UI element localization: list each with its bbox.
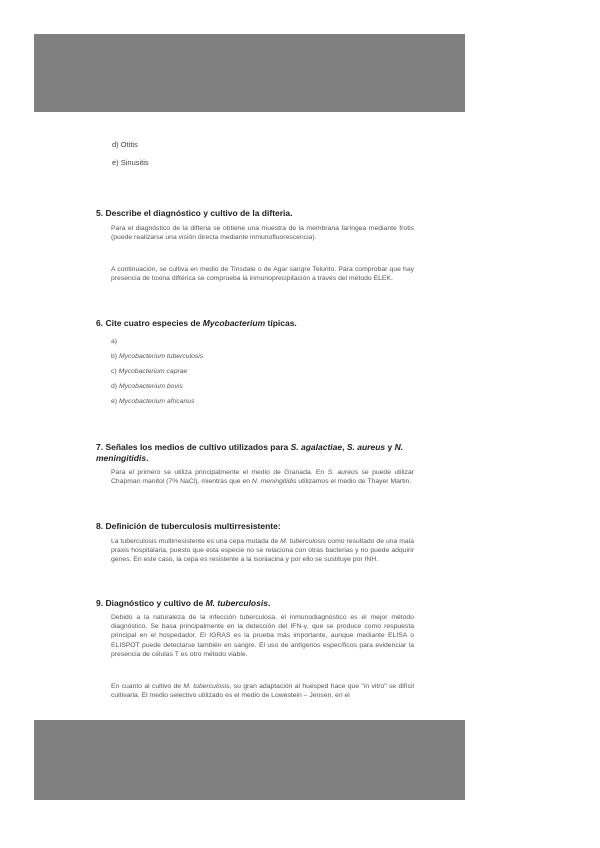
list-item: b) Mycobacterium tuberculosis [111,353,204,360]
viewer-bottom-bar [34,720,465,800]
question-8-heading: 8. Definición de tuberculosis multirresistente: [96,521,281,531]
question-5-paragraph-2: A continuación, se cultiva en medio de Tinsdale o de Agar sangre Telurito. Para comprobar que hay presencia de toxina diftérica se comprueba la inmunoprecipitación a través del método ELEK. [111,266,414,283]
question-5-heading: 5. Describe el diagnóstico y cultivo de la difteria. [96,208,293,218]
viewer-top-bar [34,34,465,112]
list-item: d) Mycobacterium bovis [111,383,183,390]
list-item: c) Mycobacterium caprae [111,368,188,375]
list-item: e) Mycobacterium africanus [111,398,195,405]
question-9-paragraph-2: En cuanto al cultivo de M. tuberculosis, su gran adaptación al huésped hace que "in vitro" se difícil cultivarla. El medio selectivo utilizado es el medio de Lowestein – Jensen, en el [111,683,414,700]
question-8-paragraph: La tuberculosis multirresistente es una cepa mutada de M. tuberculosis como resultado de una mala praxis hospitalaria, puesto que esta especie no se relaciona con otras bacterias y no puede adquirir genes. En este caso, la cepa es resistente a la isoniacina y por ello se sustituye por INH. [111,538,414,564]
question-9-heading: 9. Diagnóstico y cultivo de M. tuberculosis. [96,598,271,608]
question-7-paragraph: Para el primero se utiliza principalmente el medio de Granada. En S. aureus se puede utilizar Chapman manitol (7% NaCl), mientras que en N. meningitidis utilizamos el medio de Thayer Martin. [111,469,414,486]
question-6-heading: 6. Cite cuatro especies de Mycobacterium típicas. [96,318,297,328]
option-e: e) Sinusitis [112,158,149,167]
question-5-paragraph-1: Para el diagnóstico de la difteria se obtiene una muestra de la membrana faríngea mediante frotis (puede realizarse una visión directa mediante inmunofluorescencia). [111,225,414,242]
question-7-heading: 7. Señales los medios de cultivo utilizados para S. agalactiae, S. aureus y N. meningitidis. [96,442,404,463]
option-d: d) Otitis [112,140,138,149]
question-6-list [111,338,203,413]
question-9-paragraph-1: Debido a la naturaleza de la infección tuberculosa, el inmunodiagnóstico es el mejor método diagnóstico. Se basa principalmente en la detección del IFN-γ, que se produce como respuesta principal en el hospedador. El IGRAS es la prueba más importante, aunque mediante ELISA o ELISPOT puede detectarse también en sangre. El uso de antígenos específicos para evidenciar la presencia de células T es otro método viable. [111,614,414,658]
list-item: a) [111,338,118,345]
